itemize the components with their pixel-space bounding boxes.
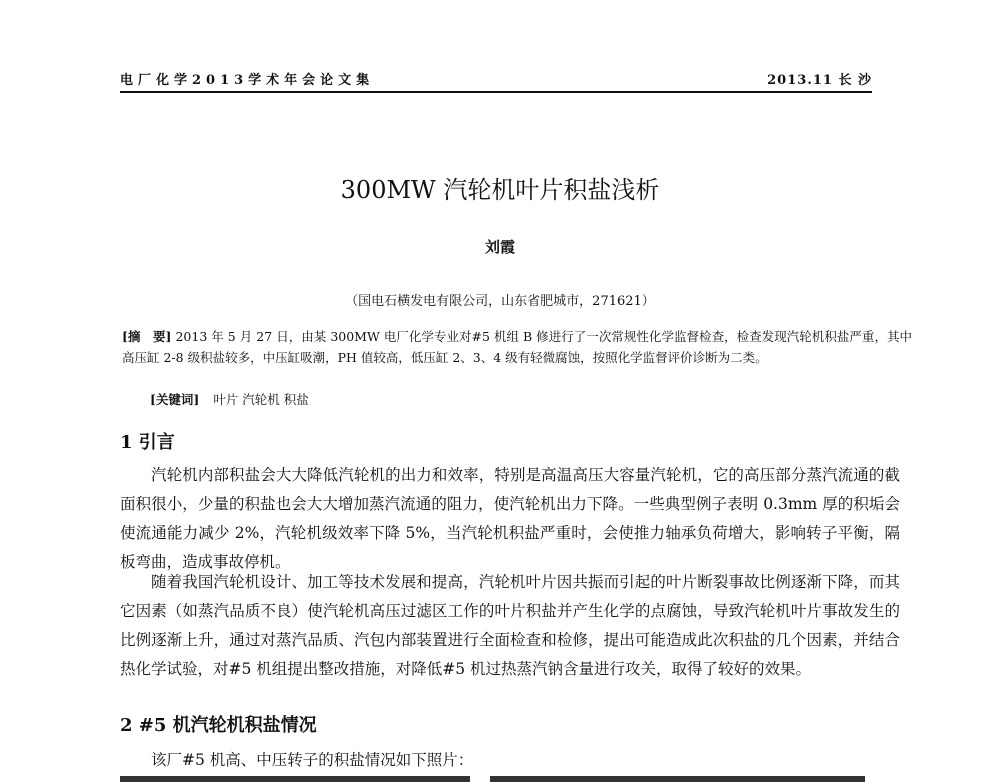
author-affiliation: （国电石横发电有限公司，山东省肥城市，271621） (345, 294, 655, 309)
keywords-text: 叶片 汽轮机 积盐 (213, 392, 309, 407)
paper-title: 300MW 汽轮机叶片积盐浅析 (340, 176, 660, 204)
rotor-photo-right (490, 776, 865, 782)
keywords (150, 390, 309, 408)
abstract-text: 2013 年 5 月 27 日，由某 300MW 电厂化学专业对#5 机组 B 修进行了一次常规性化学监督检查，检查发现汽轮机积盐严重，其中高压缸 2-8 级积盐较多，中压缸吸潮，PH 值较高，低压缸 2、3、4 级有轻微腐蚀，按照化学监督评价诊断为二类。 (122, 329, 912, 365)
abstract (122, 326, 912, 368)
section2-paragraph: 该厂#5 机高、中压转子的积盐情况如下照片： (151, 751, 474, 769)
running-header (120, 69, 872, 93)
intro-paragraph-2: 随着我国汽轮机设计、加工等技术发展和提高，汽轮机叶片因共振而引起的叶片断裂事故比例逐渐下降，而其它因素（如蒸汽品质不良）使汽轮机高压过滤区工作的叶片积盐并产生化学的点腐蚀，导致汽轮机叶片事故发生的比例逐渐上升，通过对蒸汽品质、汽包内部装置进行全面检查和检修，提出可能造成此次积盐的几个因素，并结合热化学试验，对#5 机组提出整改措施，对降低#5 机过热蒸汽钠含量进行攻关，取得了较好的效果。 (120, 573, 900, 678)
header-date-location: 2013.11 长 沙 (767, 73, 872, 88)
header-journal-title: 电厂化学2013学术年会论文集 (120, 73, 375, 88)
rotor-photo-left (120, 776, 470, 782)
section-heading-salt-deposit: 2 #5 机汽轮机积盐情况 (120, 715, 317, 736)
intro-paragraph-1: 汽轮机内部积盐会大大降低汽轮机的出力和效率，特别是高温高压大容量汽轮机，它的高压部分蒸汽流通的截面积很小，少量的积盐也会大大增加蒸汽流通的阻力，使汽轮机出力下降。一些典型例子表明 0.3mm 厚的积垢会使流通能力减少 2%，汽轮机级效率下降 5%，当汽轮机积盐严重时，会使推力轴承负荷增大，影响转子平衡，隔板弯曲，造成事故停机。 (120, 466, 900, 571)
abstract-label: [摘 要] (122, 329, 172, 344)
section-heading-introduction: 1 引言 (120, 432, 175, 453)
keywords-label: [关键词] (150, 392, 200, 407)
author-name: 刘霞 (484, 238, 515, 256)
